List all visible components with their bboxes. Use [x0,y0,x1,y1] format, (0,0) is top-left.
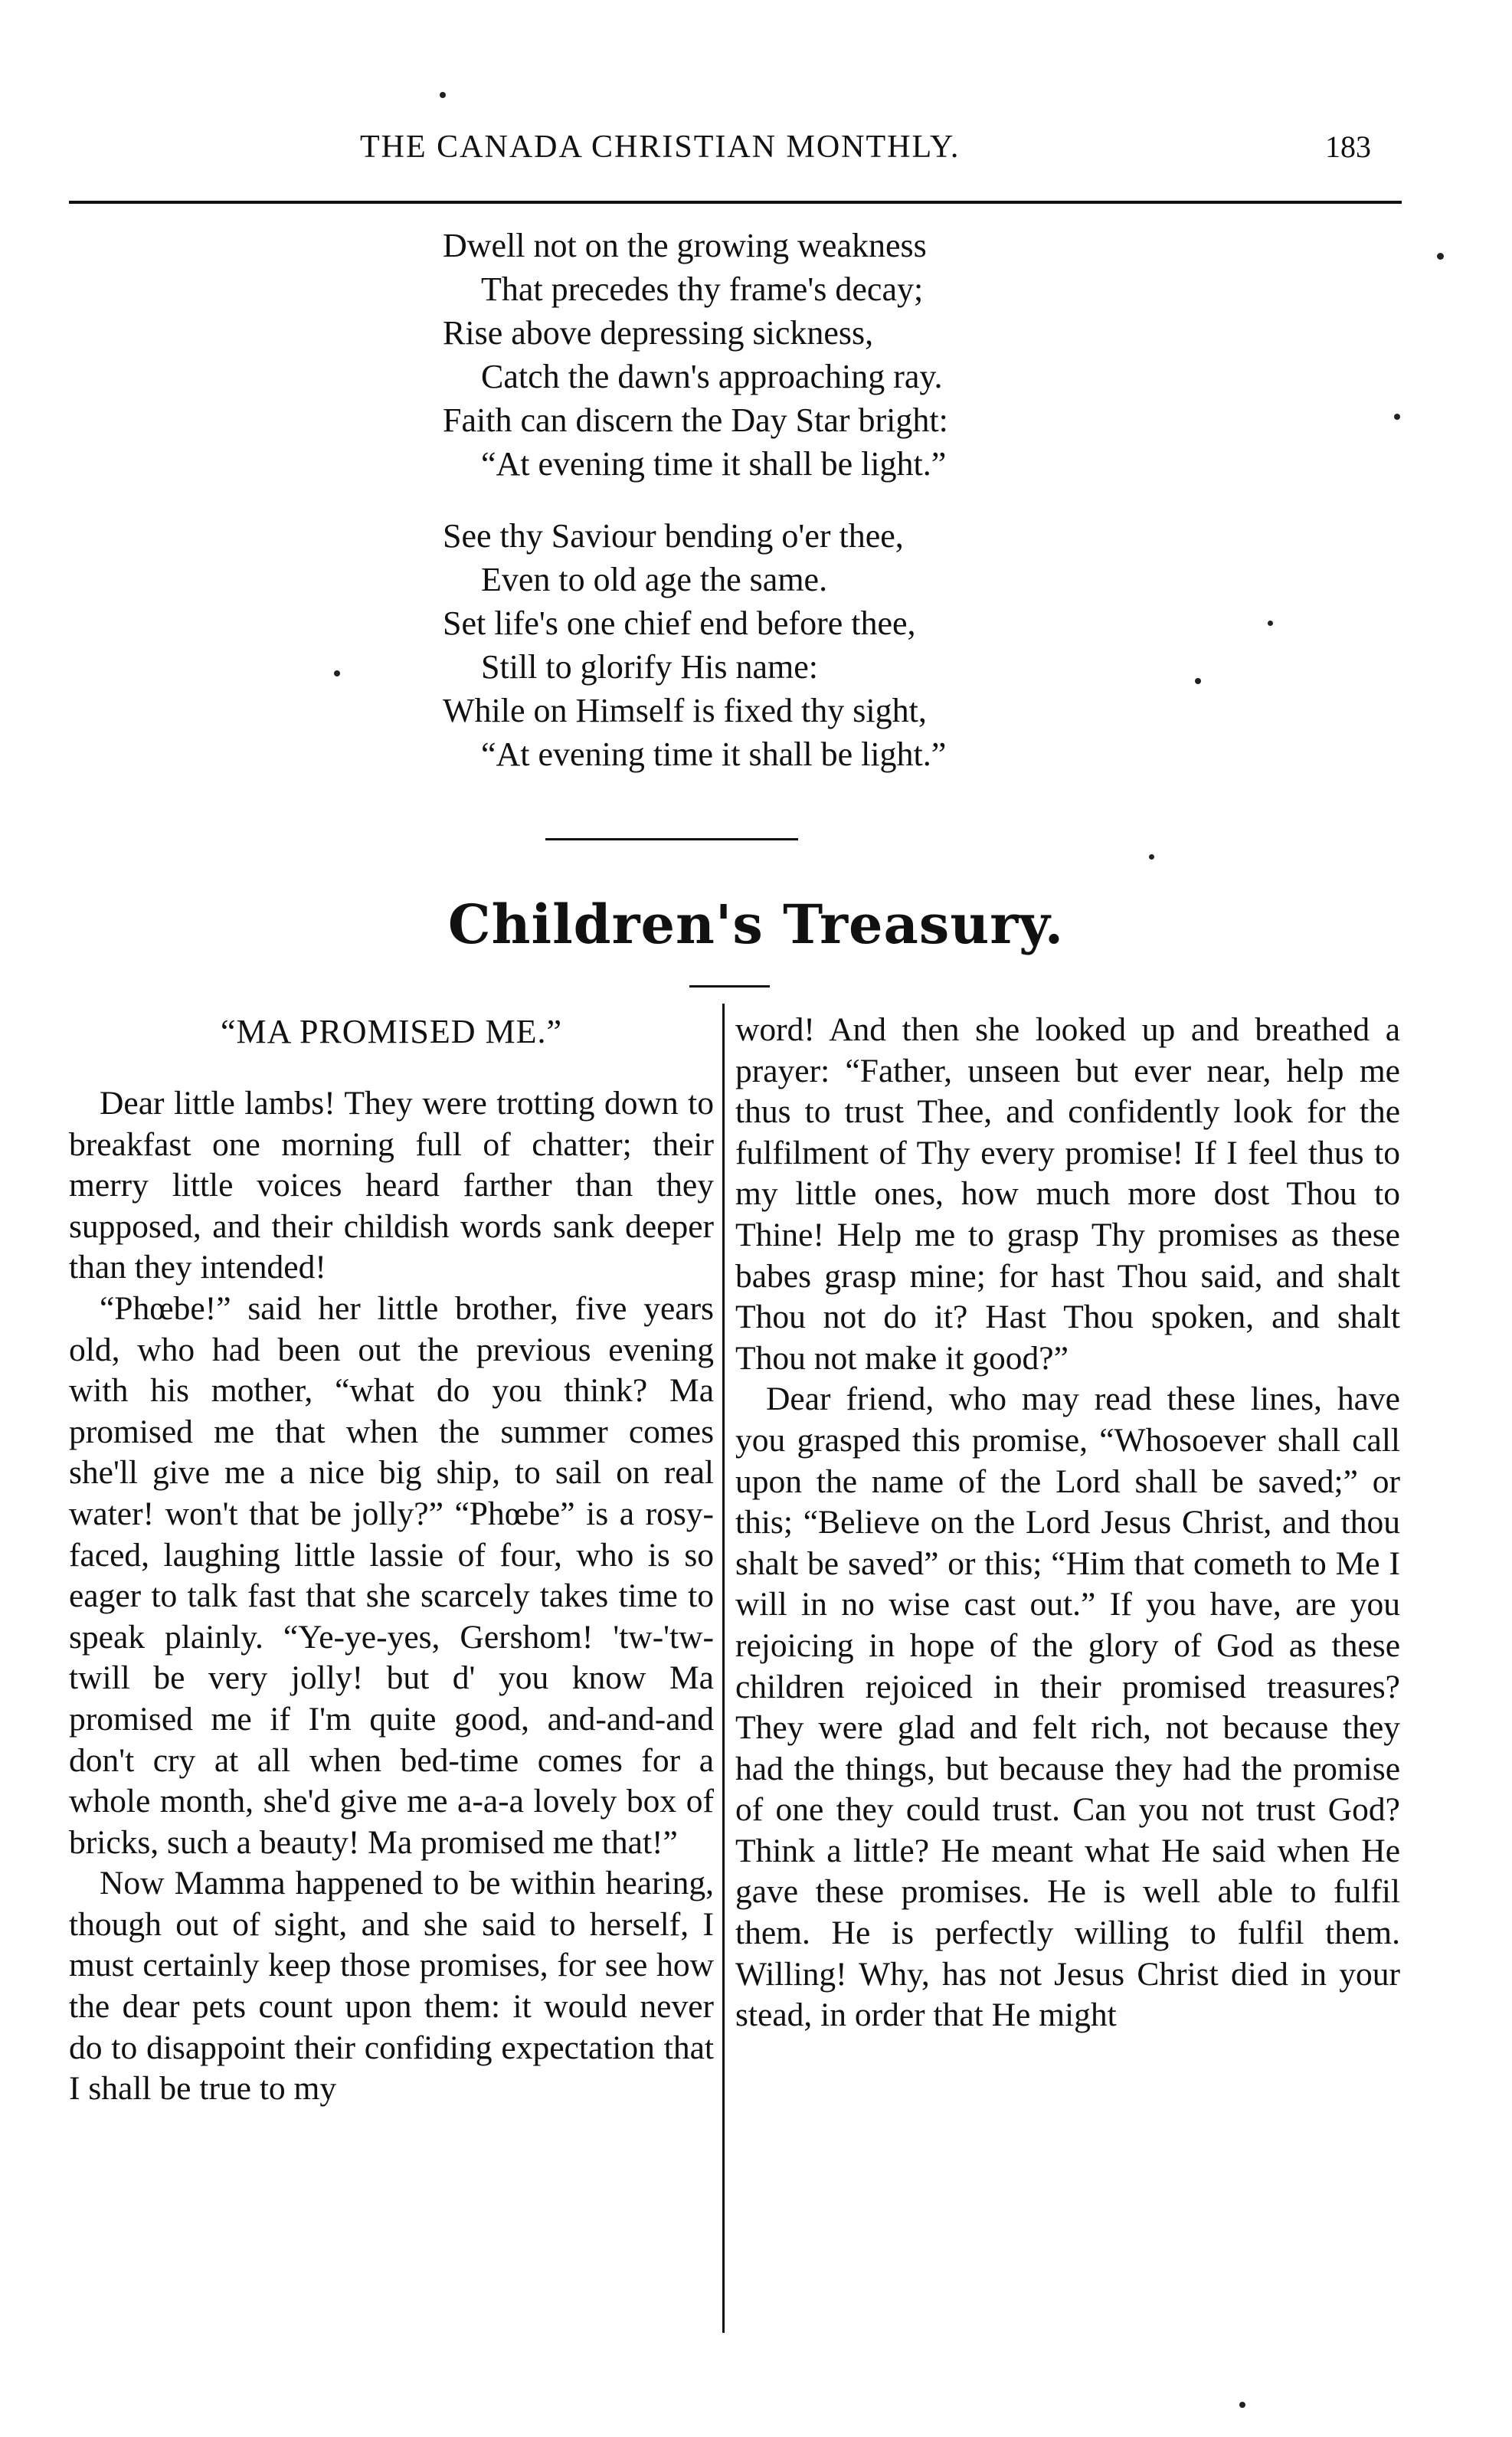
scan-speck [440,92,446,98]
poem-line: Even to old age the same. [481,561,828,598]
poem-line: Catch the dawn's approaching ray. [481,358,943,395]
heading-underline-rule [689,985,770,988]
paragraph: “Phœbe!” said her little brother, five years old, who had been out the previous evening with his mother, “what do you think? Ma promised me that when the summer comes she'll give me a nice big ship, to sail on real water! won't that be jolly?” “Phœbe” is a rosy-faced, laughing little lassie of four, who is so eager to talk fast that she scarcely takes time to speak plainly. “Ye-ye-yes, Gershom! 'tw-'tw-twill be very jolly! but d' you know Ma promised me if I'm quite good, and-and-and don't cry at all when bed-time comes for a whole month, she'd give me a-a-a lovely box of bricks, such a beauty! Ma promised me that!” [69,1289,714,1861]
paragraph: Now Mamma happened to be within hearing, though out of sight, and she said to herself, I must certainly keep those promises, for see how the dear pets count upon them: it would never do to disappoint their confiding expectation that I shall be true to my [69,1865,714,2108]
scan-speck [1149,854,1154,860]
poem-line: Faith can discern the Day Star bright: [443,401,948,439]
poem-line: That precedes thy frame's decay; [481,270,924,308]
poem-line: While on Himself is fixed thy sight, [443,692,927,729]
poem-line: Still to glorify His name: [481,648,818,686]
section-heading: Children's Treasury. [447,893,1065,956]
poem-line: “At evening time it shall be light.” [481,735,947,773]
section-divider-rule [545,838,798,840]
poem-stanza-2 [443,514,1285,776]
paragraph: Dear friend, who may read these lines, have you grasped this promise, “Whosoever shall call upon the name of the Lord shall be saved;” or this; “Believe on the Lord Jesus Christ, and thou shalt be saved” or this; “Him that cometh to Me I will in no wise cast out.” If you have, are you rejoicing in hope of the glory of God as these children rejoiced in their promised treasures? They were glad and felt rich, not because they had the things, but because they had the promise of one they could trust. Can you not trust God? Think a little? He meant what He said when He gave these promises. He is well able to fulfil them. He is perfectly willing to fulfil them. Willing! Why, has not Jesus Christ died in your stead, in order that He might [735,1381,1400,2034]
scan-speck [1437,253,1444,260]
paragraph: Dear little lambs! They were trotting down to breakfast one morning full of chatter; their merry little voices heard farther than they supposed, and their childish words sank deeper than they intended! [69,1085,714,1286]
paragraph: word! And then she looked up and breathed a prayer: “Father, unseen but ever near, help me thus to trust Thee, and confidently look for the fulfilment of Thy every promise! If I feel thus to my little ones, how much more dost Thou to Thine! Help me to grasp Thy promises as these babes grasp mine; for hast Thou said, and shalt Thou not do it? Hast Thou spoken, and shalt Thou not make it good?” [735,1011,1400,1377]
poem [443,224,1285,804]
poem-line: “At evening time it shall be light.” [481,445,947,483]
header-rule [69,201,1402,204]
running-title: THE CANADA CHRISTIAN MONTHLY. [360,129,961,165]
story-title: “MA PROMISED ME.” [220,1013,563,1050]
scan-speck [1394,414,1400,420]
scan-speck [334,670,340,676]
page-number: 183 [1325,129,1371,164]
scan-speck [1268,621,1273,626]
scan-speck [1239,2402,1245,2408]
right-column [735,1010,1400,2036]
poem-stanza-1 [443,224,1285,486]
poem-line: Set life's one chief end before thee, [443,604,916,642]
page-header [69,129,1371,182]
poem-line: Dwell not on the growing weakness [443,227,927,264]
column-divider [722,1004,725,2333]
poem-line: Rise above depressing sickness, [443,314,874,352]
left-column [69,1010,714,2110]
scan-speck [1195,678,1201,684]
poem-line: See thy Saviour bending o'er thee, [443,517,904,555]
